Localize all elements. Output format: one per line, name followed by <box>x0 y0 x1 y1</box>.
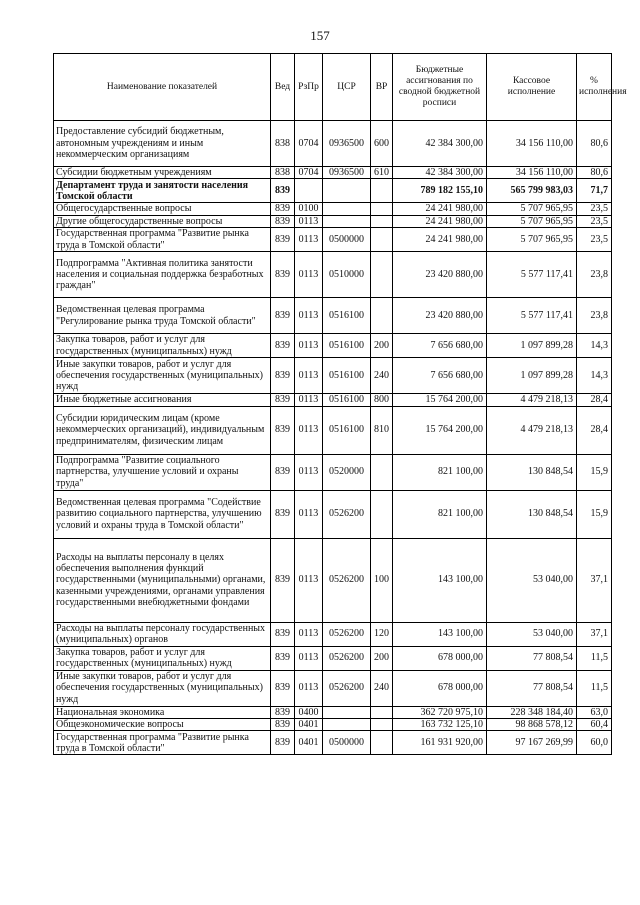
cell-rzpr: 0113 <box>295 298 323 334</box>
cell-cash: 5 707 965,95 <box>487 228 577 252</box>
cell-ved: 839 <box>271 228 295 252</box>
cell-cash: 1 097 899,28 <box>487 358 577 394</box>
cell-rzpr: 0113 <box>295 490 323 538</box>
cell-pct: 23,5 <box>577 203 612 215</box>
cell-pct: 15,9 <box>577 454 612 490</box>
table-row <box>54 719 612 731</box>
cell-rzpr: 0113 <box>295 406 323 454</box>
cell-budget: 42 384 300,00 <box>393 167 487 179</box>
cell-ved: 839 <box>271 706 295 718</box>
cell-ved: 839 <box>271 454 295 490</box>
cell-csr <box>323 719 371 731</box>
cell-pct: 28,4 <box>577 394 612 406</box>
cell-rzpr: 0113 <box>295 538 323 622</box>
cell-rzpr: 0113 <box>295 334 323 358</box>
cell-rzpr: 0113 <box>295 394 323 406</box>
cell-budget: 143 100,00 <box>393 538 487 622</box>
cell-vr: 600 <box>371 121 393 167</box>
cell-pct: 11,5 <box>577 670 612 706</box>
cell-ved: 838 <box>271 167 295 179</box>
cell-vr <box>371 179 393 203</box>
table-row <box>54 406 612 454</box>
cell-pct: 23,8 <box>577 252 612 298</box>
cell-pct: 37,1 <box>577 538 612 622</box>
cell-vr <box>371 298 393 334</box>
cell-ved: 839 <box>271 334 295 358</box>
cell-cash: 5 577 117,41 <box>487 252 577 298</box>
cell-ved: 839 <box>271 394 295 406</box>
cell-csr: 0526200 <box>323 670 371 706</box>
cell-pct: 60,0 <box>577 731 612 755</box>
cell-csr: 0500000 <box>323 228 371 252</box>
cell-budget: 42 384 300,00 <box>393 121 487 167</box>
header-ved: Вед <box>271 54 295 121</box>
table-row <box>54 394 612 406</box>
cell-name: Предоставление субсидий бюджетным, автономным учреждениям и иным некоммерческим организациям <box>54 121 271 167</box>
cell-budget: 678 000,00 <box>393 670 487 706</box>
cell-vr: 240 <box>371 358 393 394</box>
cell-name: Иные закупки товаров, работ и услуг для обеспечения государственных (муниципальных) нужд <box>54 358 271 394</box>
cell-name: Национальная экономика <box>54 706 271 718</box>
cell-ved: 839 <box>271 719 295 731</box>
cell-vr <box>371 215 393 227</box>
table-row <box>54 358 612 394</box>
cell-vr: 200 <box>371 646 393 670</box>
budget-table <box>53 53 627 755</box>
cell-csr <box>323 215 371 227</box>
table-row <box>54 731 612 755</box>
cell-cash: 5 707 965,95 <box>487 203 577 215</box>
header-rzpr: РзПр <box>295 54 323 121</box>
cell-cash: 77 808,54 <box>487 670 577 706</box>
cell-csr: 0526200 <box>323 538 371 622</box>
cell-budget: 163 732 125,10 <box>393 719 487 731</box>
cell-pct: 63,0 <box>577 706 612 718</box>
table-row <box>54 252 612 298</box>
cell-budget: 821 100,00 <box>393 490 487 538</box>
cell-budget: 7 656 680,00 <box>393 334 487 358</box>
cell-pct: 23,5 <box>577 215 612 227</box>
cell-pct: 71,7 <box>577 179 612 203</box>
table-row <box>54 706 612 718</box>
cell-pct: 14,3 <box>577 334 612 358</box>
cell-csr: 0520000 <box>323 454 371 490</box>
cell-ved: 839 <box>271 646 295 670</box>
cell-rzpr: 0113 <box>295 622 323 646</box>
cell-csr <box>323 179 371 203</box>
cell-cash: 1 097 899,28 <box>487 334 577 358</box>
cell-cash: 130 848,54 <box>487 490 577 538</box>
cell-vr: 240 <box>371 670 393 706</box>
cell-cash: 97 167 269,99 <box>487 731 577 755</box>
cell-name: Субсидии юридическим лицам (кроме некоммерческих организаций), индивидуальным предпринимателям, физическим лицам <box>54 406 271 454</box>
header-name: Наименование показателей <box>54 54 271 121</box>
cell-cash: 53 040,00 <box>487 538 577 622</box>
cell-csr <box>323 203 371 215</box>
cell-csr: 0500000 <box>323 731 371 755</box>
cell-cash: 34 156 110,00 <box>487 167 577 179</box>
cell-cash: 130 848,54 <box>487 454 577 490</box>
table-row <box>54 454 612 490</box>
cell-ved: 838 <box>271 121 295 167</box>
header-cash: Кассовое исполнение <box>487 54 577 121</box>
cell-ved: 839 <box>271 215 295 227</box>
table-row <box>54 203 612 215</box>
cell-budget: 678 000,00 <box>393 646 487 670</box>
cell-rzpr: 0400 <box>295 706 323 718</box>
cell-vr <box>371 203 393 215</box>
cell-budget: 821 100,00 <box>393 454 487 490</box>
cell-rzpr: 0113 <box>295 646 323 670</box>
cell-vr: 810 <box>371 406 393 454</box>
cell-ved: 839 <box>271 490 295 538</box>
cell-rzpr: 0113 <box>295 228 323 252</box>
table-row <box>54 228 612 252</box>
cell-csr: 0936500 <box>323 167 371 179</box>
cell-rzpr: 0113 <box>295 252 323 298</box>
table-row <box>54 215 612 227</box>
cell-pct: 37,1 <box>577 622 612 646</box>
cell-vr: 200 <box>371 334 393 358</box>
cell-vr: 120 <box>371 622 393 646</box>
cell-csr: 0516100 <box>323 406 371 454</box>
cell-rzpr: 0704 <box>295 167 323 179</box>
cell-budget: 24 241 980,00 <box>393 215 487 227</box>
cell-name: Общегосударственные вопросы <box>54 203 271 215</box>
cell-cash: 34 156 110,00 <box>487 121 577 167</box>
cell-pct: 14,3 <box>577 358 612 394</box>
cell-budget: 789 182 155,10 <box>393 179 487 203</box>
cell-csr: 0516100 <box>323 394 371 406</box>
cell-rzpr: 0113 <box>295 670 323 706</box>
cell-name: Департамент труда и занятости населения Томской области <box>54 179 271 203</box>
cell-ved: 839 <box>271 358 295 394</box>
cell-name: Закупка товаров, работ и услуг для государственных (муниципальных) нужд <box>54 334 271 358</box>
cell-csr: 0526200 <box>323 622 371 646</box>
cell-name: Другие общегосударственные вопросы <box>54 215 271 227</box>
cell-vr <box>371 706 393 718</box>
cell-vr <box>371 228 393 252</box>
cell-cash: 5 577 117,41 <box>487 298 577 334</box>
cell-rzpr: 0401 <box>295 731 323 755</box>
header-vr: ВР <box>371 54 393 121</box>
cell-ved: 839 <box>271 252 295 298</box>
cell-rzpr: 0113 <box>295 215 323 227</box>
cell-name: Ведомственная целевая программа "Содействие развитию социального партнерства, улучшению условий и охраны труда в Томской области" <box>54 490 271 538</box>
cell-budget: 161 931 920,00 <box>393 731 487 755</box>
cell-pct: 23,8 <box>577 298 612 334</box>
cell-name: Субсидии бюджетным учреждениям <box>54 167 271 179</box>
cell-vr <box>371 490 393 538</box>
table-row <box>54 334 612 358</box>
cell-cash: 4 479 218,13 <box>487 406 577 454</box>
cell-rzpr: 0113 <box>295 454 323 490</box>
cell-cash: 5 707 965,95 <box>487 215 577 227</box>
cell-cash: 98 868 578,12 <box>487 719 577 731</box>
cell-pct: 23,5 <box>577 228 612 252</box>
header-budget: Бюджетные ассигнования по сводной бюджетной росписи <box>393 54 487 121</box>
cell-budget: 15 764 200,00 <box>393 394 487 406</box>
cell-csr: 0510000 <box>323 252 371 298</box>
page-number: 157 <box>310 28 330 43</box>
cell-name: Ведомственная целевая программа "Регулирование рынка труда Томской области" <box>54 298 271 334</box>
header-csr: ЦСР <box>323 54 371 121</box>
cell-ved: 839 <box>271 538 295 622</box>
cell-name: Иные бюджетные ассигнования <box>54 394 271 406</box>
cell-cash: 77 808,54 <box>487 646 577 670</box>
table-row <box>54 121 612 167</box>
cell-pct: 60,4 <box>577 719 612 731</box>
cell-pct: 15,9 <box>577 490 612 538</box>
cell-name: Расходы на выплаты персоналу государственных (муниципальных) органов <box>54 622 271 646</box>
cell-vr <box>371 731 393 755</box>
cell-name: Подпрограмма "Активная политика занятости населения и социальная поддержка безработных граждан" <box>54 252 271 298</box>
cell-pct: 11,5 <box>577 646 612 670</box>
cell-csr: 0516100 <box>323 358 371 394</box>
cell-name: Закупка товаров, работ и услуг для государственных (муниципальных) нужд <box>54 646 271 670</box>
cell-name: Общеэкономические вопросы <box>54 719 271 731</box>
cell-rzpr: 0100 <box>295 203 323 215</box>
table-row <box>54 670 612 706</box>
cell-budget: 23 420 880,00 <box>393 252 487 298</box>
cell-vr: 100 <box>371 538 393 622</box>
cell-rzpr: 0113 <box>295 358 323 394</box>
cell-vr: 800 <box>371 394 393 406</box>
cell-budget: 23 420 880,00 <box>393 298 487 334</box>
cell-cash: 228 348 184,40 <box>487 706 577 718</box>
cell-csr: 0936500 <box>323 121 371 167</box>
cell-pct: 80,6 <box>577 167 612 179</box>
cell-vr: 610 <box>371 167 393 179</box>
cell-name: Расходы на выплаты персоналу в целях обеспечения выполнения функций государственными (муниципальными) органами, казенными учреждениями, органами управления государственными внебюджетными фондами <box>54 538 271 622</box>
cell-name: Иные закупки товаров, работ и услуг для обеспечения государственных (муниципальных) нужд <box>54 670 271 706</box>
cell-budget: 362 720 975,10 <box>393 706 487 718</box>
cell-vr <box>371 719 393 731</box>
cell-ved: 839 <box>271 622 295 646</box>
cell-rzpr: 0704 <box>295 121 323 167</box>
table-row <box>54 622 612 646</box>
table-row <box>54 646 612 670</box>
cell-budget: 7 656 680,00 <box>393 358 487 394</box>
cell-cash: 53 040,00 <box>487 622 577 646</box>
cell-vr <box>371 252 393 298</box>
cell-csr <box>323 706 371 718</box>
cell-vr <box>371 454 393 490</box>
cell-rzpr <box>295 179 323 203</box>
cell-csr: 0526200 <box>323 646 371 670</box>
cell-ved: 839 <box>271 179 295 203</box>
table-row <box>54 298 612 334</box>
table-row <box>54 490 612 538</box>
cell-ved: 839 <box>271 670 295 706</box>
cell-csr: 0526200 <box>323 490 371 538</box>
cell-budget: 15 764 200,00 <box>393 406 487 454</box>
header-pct: % исполнения <box>577 54 612 121</box>
cell-name: Государственная программа "Развитие рынка труда в Томской области" <box>54 228 271 252</box>
cell-cash: 4 479 218,13 <box>487 394 577 406</box>
cell-name: Государственная программа "Развитие рынка труда в Томской области" <box>54 731 271 755</box>
table-body <box>54 121 612 755</box>
cell-ved: 839 <box>271 731 295 755</box>
header-row <box>54 54 612 121</box>
cell-ved: 839 <box>271 298 295 334</box>
cell-ved: 839 <box>271 203 295 215</box>
cell-name: Подпрограмма "Развитие социального партнерства, улучшение условий и охраны труда" <box>54 454 271 490</box>
cell-pct: 28,4 <box>577 406 612 454</box>
table-row <box>54 538 612 622</box>
cell-ved: 839 <box>271 406 295 454</box>
table-row <box>54 179 612 203</box>
table-row <box>54 167 612 179</box>
cell-rzpr: 0401 <box>295 719 323 731</box>
cell-budget: 24 241 980,00 <box>393 203 487 215</box>
cell-budget: 143 100,00 <box>393 622 487 646</box>
cell-pct: 80,6 <box>577 121 612 167</box>
cell-csr: 0516100 <box>323 334 371 358</box>
cell-csr: 0516100 <box>323 298 371 334</box>
cell-budget: 24 241 980,00 <box>393 228 487 252</box>
cell-cash: 565 799 983,03 <box>487 179 577 203</box>
